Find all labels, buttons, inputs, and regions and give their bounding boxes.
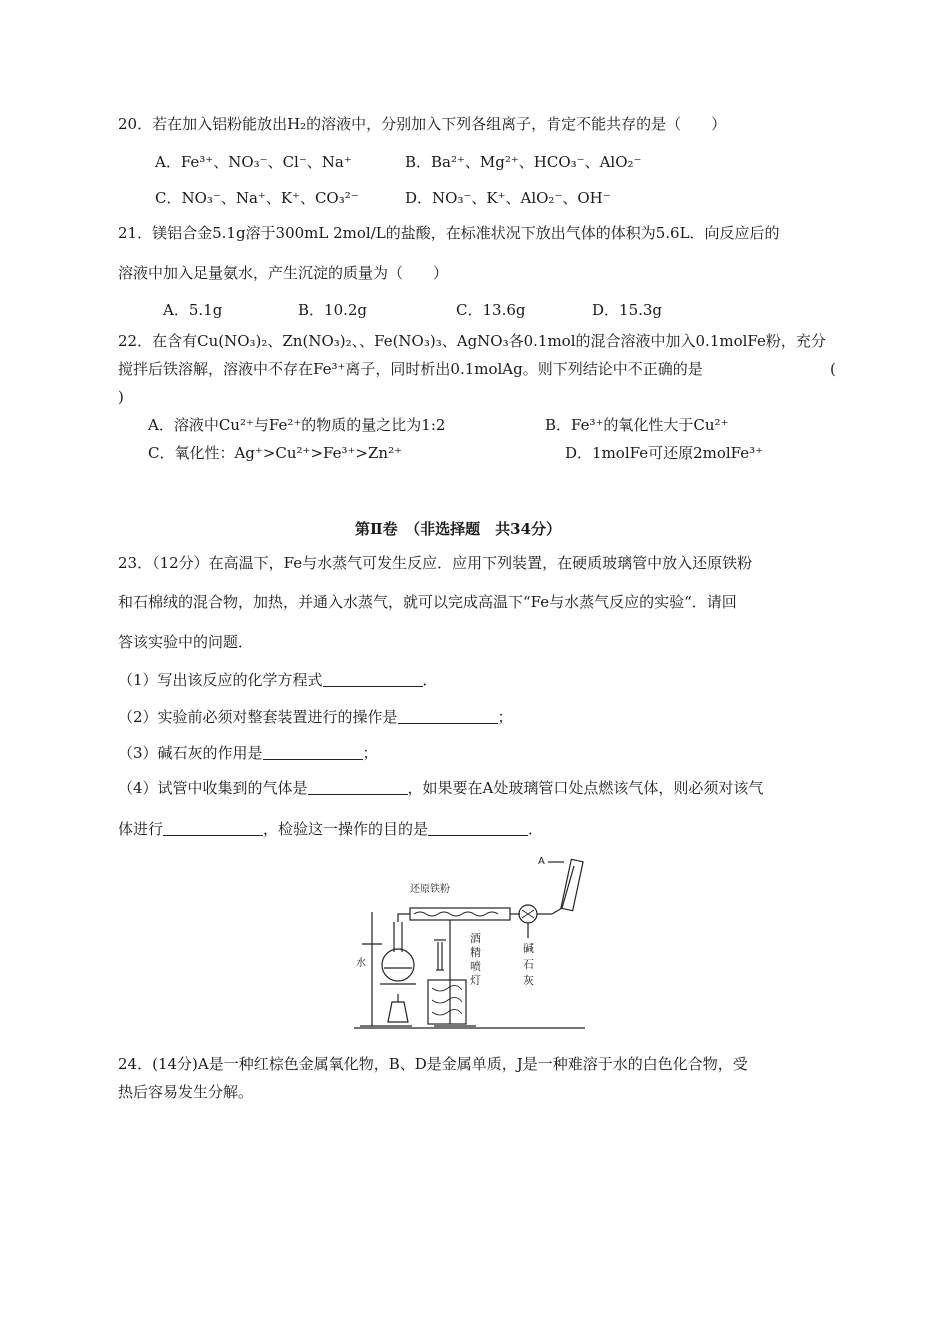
q23-part2 — [118, 707, 513, 727]
label-blast-lamp: 酒精喷灯 — [470, 932, 481, 987]
q22-stem-line1: 22．在含有Cu(NO₃)₂、Zn(NO₃)₂、、Fe(NO₃)₃、AgNO₃各0.1mol的混合溶液中加入0.1molFe粉，充分 — [118, 332, 826, 350]
q23-part4-blank3[interactable] — [428, 821, 528, 836]
apparatus-figure — [352, 852, 587, 1030]
q23-part1-text: （1）写出该反应的化学方程式 — [118, 671, 323, 689]
q23-stem-line3: 答该实验中的问题． — [118, 633, 254, 651]
round-flask — [382, 949, 414, 981]
q20-option-d: D．NO₃⁻、K⁺、AlO₂⁻、OH⁻ — [405, 189, 611, 207]
q23-part1-end: ． — [422, 671, 438, 689]
q22-answer-paren-open: ( — [830, 360, 836, 378]
q22-option-b: B．Fe³⁺的氧化性大于Cu²⁺ — [545, 416, 729, 434]
label-iron-powder: 还原铁粉 — [410, 884, 450, 895]
q21-stem-line1: 21．镁铝合金5.1g溶于300mL 2mol/L的盐酸，在标准状况下放出气体的体积为5.6L．向反应后的 — [118, 224, 780, 242]
q23-stem-line1: 23．（12分）在高温下，Fe与水蒸气可发生反应．应用下列装置，在硬质玻璃管中放入还原铁粉 — [118, 554, 753, 572]
q23-part3-text: （3）碱石灰的作用是 — [118, 744, 263, 762]
q23-part4-line1 — [118, 778, 763, 798]
q20-option-c: C．NO₃⁻、Na⁺、K⁺、CO₃²⁻ — [155, 189, 359, 207]
q21-option-c: C．13.6g — [456, 301, 526, 319]
q23-part4-text2: ，如果要在A处玻璃管口处点燃该气体，则必须对该气 — [407, 779, 764, 797]
q22-option-c: C．氧化性：Ag⁺>Cu²⁺>Fe³⁺>Zn²⁺ — [148, 444, 403, 462]
delivery-tube — [552, 866, 574, 914]
q23-part1 — [118, 670, 438, 690]
q24-stem-line1: 24．(14分)A是一种红棕色金属氧化物，B、D是金属单质，J是一种难溶于水的白色化合物，受 — [118, 1055, 748, 1073]
q23-part4-line2 — [118, 819, 543, 839]
q23-part4-blank1[interactable] — [308, 780, 408, 795]
q23-part2-blank[interactable] — [398, 709, 498, 724]
q22-option-d: D．1molFe可还原2molFe³⁺ — [565, 444, 764, 462]
q22-answer-paren-close: ) — [118, 388, 124, 406]
q20-option-b: B．Ba²⁺、Mg²⁺、HCO₃⁻、AlO₂⁻ — [405, 153, 642, 171]
q23-part3 — [118, 743, 378, 763]
section-title: 第Ⅱ卷 （非选择题 共34分） — [355, 520, 562, 538]
q20-option-a: A．Fe³⁺、NO₃⁻、Cl⁻、Na⁺ — [155, 153, 352, 171]
label-soda-lime: 碱石灰 — [523, 942, 534, 987]
q23-part4-text4: ，检验这一操作的目的是 — [263, 820, 429, 838]
q21-option-b: B．10.2g — [298, 301, 368, 319]
q24-stem-line2: 热后容易发生分解。 — [118, 1083, 254, 1101]
q20-stem: 20．若在加入铝粉能放出H₂的溶液中，分别加入下列各组离子，肯定不能共存的是（ ） — [118, 115, 727, 133]
q23-part4-blank2[interactable] — [163, 821, 263, 836]
lamp-box — [428, 980, 466, 1024]
label-a: A — [538, 856, 545, 867]
q23-part4-text3: 体进行 — [118, 820, 164, 838]
q22-option-a: A．溶液中Cu²⁺与Fe²⁺的物质的量之比为1:2 — [148, 416, 446, 434]
q22-stem-line2: 搅拌后铁溶解，溶液中不存在Fe³⁺离子，同时析出0.1molAg。则下列结论中不正确的是 — [118, 360, 703, 378]
collection-test-tube — [561, 859, 583, 910]
q23-part1-blank[interactable] — [323, 672, 423, 687]
label-water: 水 — [356, 958, 366, 969]
q21-option-a: A．5.1g — [163, 301, 223, 319]
q23-part3-end: ； — [362, 744, 378, 762]
q23-part4-end: ． — [528, 820, 544, 838]
q23-part3-blank[interactable] — [263, 745, 363, 760]
hard-glass-tube — [410, 908, 510, 920]
q23-stem-line2: 和石棉绒的混合物，加热，并通入水蒸气，就可以完成高温下“Fe与水蒸气反应的实验“．请回 — [118, 593, 737, 611]
q21-option-d: D．15.3g — [592, 301, 663, 319]
q23-part2-end: ； — [497, 708, 513, 726]
q23-part2-text: （2）实验前必须对整套装置进行的操作是 — [118, 708, 398, 726]
q21-stem-line2: 溶液中加入足量氨水，产生沉淀的质量为（ ） — [118, 264, 449, 282]
alcohol-lamp-left — [388, 1002, 408, 1022]
q23-part4-text: （4）试管中收集到的气体是 — [118, 779, 308, 797]
